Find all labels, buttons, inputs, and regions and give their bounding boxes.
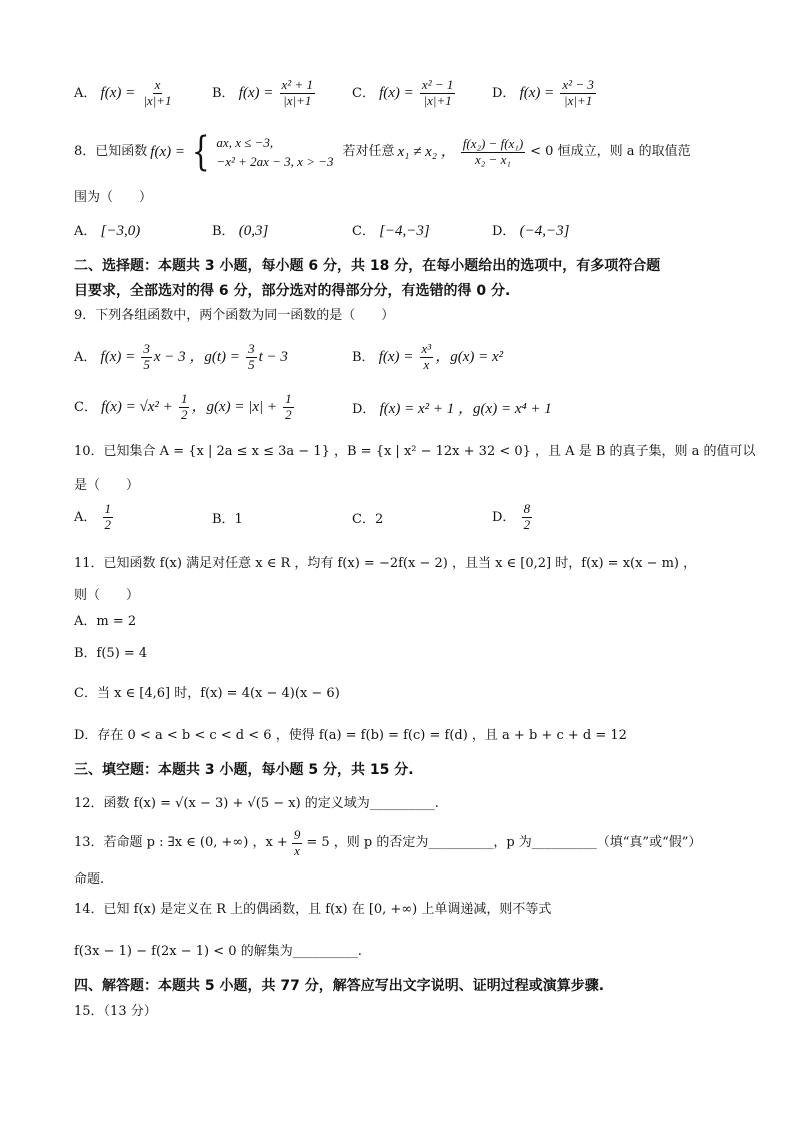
formula: ，g(x) = |x| + (191, 398, 277, 415)
fraction (103, 502, 114, 533)
option-label: D． (492, 224, 516, 239)
fraction (420, 78, 455, 109)
denominator: 2 (285, 406, 292, 422)
numerator: 9 (293, 827, 301, 842)
q7-option-a (74, 78, 176, 109)
q9-option-d (352, 400, 552, 419)
question-text: 若对任意 (342, 143, 395, 159)
q7-option-d (492, 78, 598, 109)
fraction (461, 137, 525, 168)
section-3-heading: 三、填空题：本题共 3 小题，每小题 5 分，共 15 分. (74, 762, 414, 778)
q8-option-a (74, 222, 140, 241)
q12-stem: 12．函数 f(x) = √(x − 3) + √(5 − x) 的定义域为__________. (74, 796, 439, 811)
left-brace-icon: { (191, 129, 210, 175)
option-label: D． (352, 402, 376, 417)
numerator: 3 (248, 341, 255, 356)
fraction (246, 342, 257, 373)
option-label: A． (74, 224, 97, 239)
fraction (560, 78, 595, 109)
fraction (280, 78, 315, 109)
q11-option-a: A．m = 2 (74, 614, 137, 629)
numerator: 1 (104, 501, 112, 516)
section-2-heading: 二、选择题：本题共 3 小题，每小题 6 分，共 18 分，在每小题给出的选项中，有多项符合题 (74, 258, 661, 274)
q9-option-a (74, 342, 288, 373)
option-value: [−3,0) (100, 223, 141, 239)
q9-option-c (74, 392, 296, 423)
question-text: < 0 恒成立，则 a 的取值范 (530, 143, 691, 159)
formula: f(x) = (519, 84, 555, 101)
formula: f(x) = (378, 348, 414, 365)
q10-option-b: B．1 (212, 512, 243, 527)
fraction (141, 342, 152, 373)
question-text: 13．若命题 p : ∃x ∈ (0, +∞) ，x + (74, 835, 288, 851)
option-label: C． (352, 224, 375, 239)
formula: f(x) = (150, 143, 185, 160)
option-value: (−4,−3] (519, 223, 570, 239)
q8-stem-line2: 围为（ ） (74, 190, 153, 205)
q8-option-b (212, 222, 268, 241)
question-text: = 5 ，则 p 的否定为__________，p 为__________（填“真”或“假”） (306, 835, 702, 851)
numerator: x² + 1 (281, 77, 313, 92)
formula: f(x) = √x² + (101, 398, 173, 415)
formula: x − 3 ，g(t) = (153, 348, 240, 365)
numerator: 3 (143, 341, 150, 356)
q13-stem-line2: 命题. (74, 872, 105, 887)
case-2: −x² + 2ax − 3, x > −3 (216, 154, 334, 169)
denominator: 2 (180, 406, 188, 422)
numerator: x² − 3 (562, 77, 594, 92)
q10-option-a (74, 502, 115, 533)
option-label: B． (212, 224, 235, 239)
q8-option-d (492, 222, 569, 241)
q9-stem: 9．下列各组函数中，两个函数为同一函数的是（ ） (74, 308, 395, 323)
option-value: (0,3] (238, 223, 269, 239)
section-2-heading-line2: 目要求，全部选对的得 6 分，部分选对的得部分分，有选错的得 0 分. (74, 283, 511, 299)
question-text: 8．已知函数 (74, 143, 148, 159)
q11-stem: 11．已知函数 f(x) 满足对任意 x ∈ R ，均有 f(x) = −2f(x − 2) ，且当 x ∈ [0,2] 时，f(x) = x(x − m) ， (74, 556, 697, 571)
denominator: |x|+1 (423, 92, 452, 108)
numerator: 8 (523, 501, 531, 516)
option-label: A． (74, 349, 97, 365)
numerator: 1 (285, 391, 292, 406)
q11-option-c: C．当 x ∈ [4,6] 时，f(x) = 4(x − 4)(x − 6) (74, 686, 340, 701)
q13-stem (74, 828, 701, 859)
numerator: 1 (180, 391, 188, 406)
fraction (420, 342, 434, 373)
q14-stem: 14．已知 f(x) 是定义在 R 上的偶函数，且 f(x) 在 [0, +∞) 上单调递减，则不等式 (74, 902, 552, 917)
formula: f(x) = (379, 84, 414, 101)
condition: x₁ ≠ x₂ ， (397, 143, 456, 160)
q15-stem: 15．（13 分） (74, 1004, 157, 1019)
numerator: x (154, 77, 161, 92)
formula: t − 3 (258, 348, 288, 365)
option-value: [−4,−3] (379, 223, 430, 239)
denominator: x (423, 356, 430, 372)
formula: f(x) = (238, 84, 274, 101)
q7-option-c (352, 78, 457, 109)
numerator: x² − 1 (421, 77, 454, 92)
numerator: f(x₂) − f(x₁) (462, 135, 524, 151)
denominator: 2 (104, 516, 112, 532)
option-label: D． (492, 509, 516, 525)
q7-option-b (212, 78, 317, 109)
denominator: |x|+1 (564, 92, 593, 108)
denominator: x (294, 842, 300, 858)
q8-stem (74, 129, 691, 175)
formula: f(x) = x² + 1 ，g(x) = x⁴ + 1 (379, 401, 552, 417)
q10-stem: 10．已知集合 A = {x | 2a ≤ x ≤ 3a − 1} ，B = {x | x² − 12x + 32 < 0} ，且 A 是 B 的真子集，则 a 的值可以 (74, 444, 756, 459)
option-label: A． (74, 85, 97, 101)
denominator: 5 (248, 356, 255, 372)
option-label: D． (492, 85, 516, 101)
q14-stem-line2: f(3x − 1) − f(2x − 1) < 0 的解集为__________. (74, 944, 362, 959)
denominator: |x|+1 (283, 92, 312, 108)
fraction (179, 392, 190, 423)
denominator: x₂ − x₁ (475, 151, 511, 167)
formula: ，g(x) = x² (435, 348, 504, 365)
piecewise-cases (216, 133, 333, 172)
q10-option-c: C．2 (352, 512, 384, 527)
fraction (283, 392, 294, 423)
case-1: ax, x ≤ −3, (216, 134, 274, 150)
fraction (141, 78, 173, 109)
denominator: 5 (143, 356, 150, 372)
section-4-heading: 四、解答题：本题共 5 小题，共 77 分，解答应写出文字说明、证明过程或演算步骤. (74, 978, 605, 994)
fraction (292, 828, 303, 859)
option-label: A． (74, 509, 97, 525)
q10-option-d (492, 502, 534, 533)
option-label: C． (352, 85, 375, 101)
denominator: |x|+1 (143, 92, 172, 108)
q9-option-b (352, 342, 503, 373)
q11-option-d: D．存在 0 < a < b < c < d < 6 ，使得 f(a) = f(b) = f(c) = f(d) ，且 a + b + c + d = 12 (74, 728, 627, 743)
formula: f(x) = (100, 84, 136, 101)
denominator: 2 (523, 516, 531, 532)
q11-option-b: B．f(5) = 4 (74, 646, 148, 661)
q10-stem-line2: 是（ ） (74, 478, 140, 493)
q8-option-c (352, 222, 430, 241)
formula: f(x) = (100, 348, 136, 365)
numerator: x³ (421, 341, 432, 356)
fraction (522, 502, 533, 533)
option-label: B． (212, 85, 235, 101)
option-label: B． (352, 349, 375, 365)
q11-stem-line2: 则（ ） (74, 588, 140, 603)
option-label: C． (74, 399, 97, 415)
